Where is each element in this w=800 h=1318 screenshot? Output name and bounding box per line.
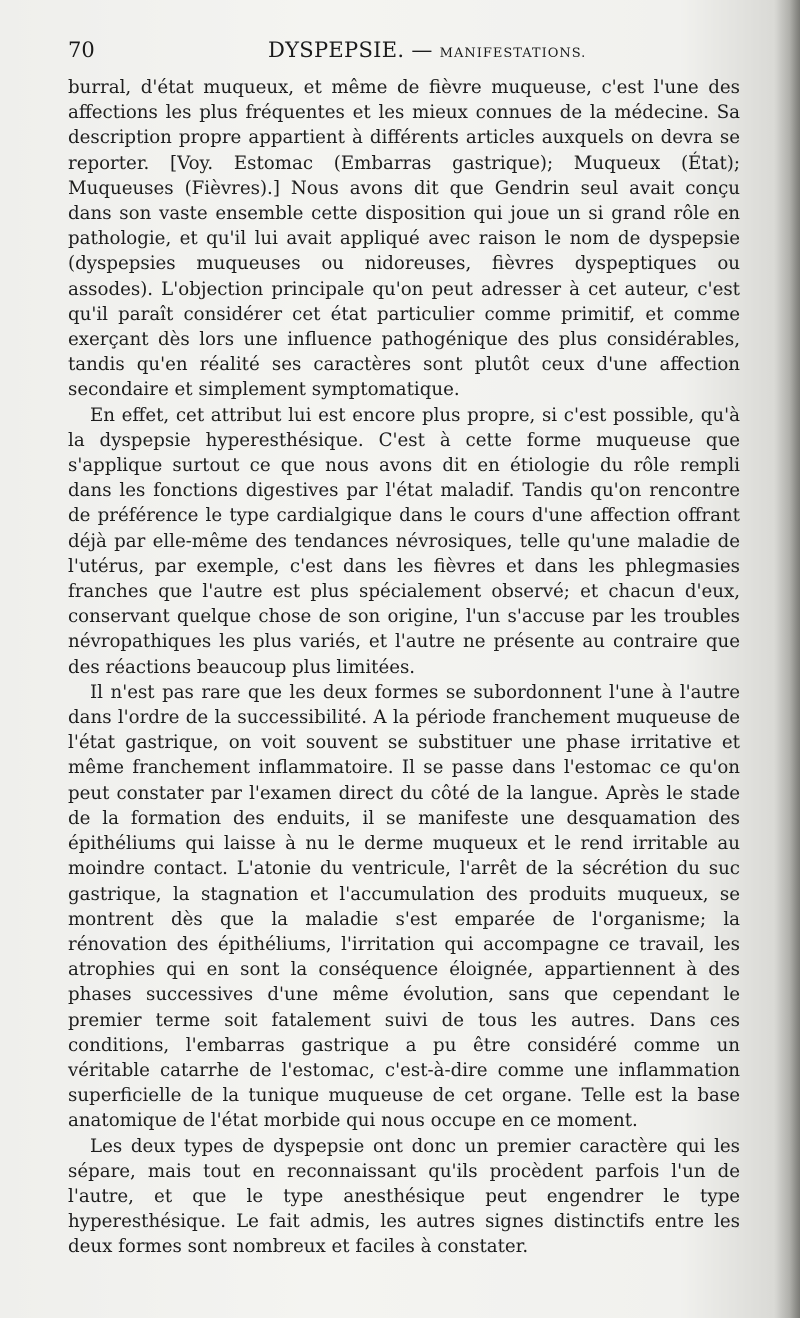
page-number: 70 [68,38,95,62]
body-text [68,75,740,1260]
running-title-main: DYSPEPSIE. [268,38,405,62]
paragraph-3: Il n'est pas rare que les deux formes se subordonnent l'une à l'autre dans l'ordre de la successibilité. A la période franchement muqueuse de l'état gastrique, on voit souvent se substituer une phase irritative et même franchement inflammatoire. Il se passe dans l'estomac ce qu'on peut constater par l'examen direct du côté de la langue. Après le stade de la formation des enduits, il se manifeste une desquamation des épithéliums qui laisse à nu le derme muqueux et le rend irritable au moindre contact. L'atonie du ventricule, l'arrêt de la sécrétion du suc gastrique, la stagnation et l'accumulation des produits muqueux, se montrent dès que la maladie s'est emparée de l'organisme; la rénovation des épithéliums, l'irritation qui accompagne ce travail, les atrophies qui en sont la conséquence éloignée, appartiennent à des phases successives d'une même évolution, sans que cependant le premier terme soit fatalement suivi de tous les autres. Dans ces conditions, l'embarras gastrique a pu être considéré comme un véritable catarrhe de l'estomac, c'est-à-dire comme une inflammation superficielle de la tunique muqueuse de cet organe. Telle est la base anatomique de l'état morbide qui nous occupe en ce moment. [68,681,740,1132]
paragraph-1: burral, d'état muqueux, et même de fièvre muqueuse, c'est l'une des affections les plus fréquentes et les mieux connues de la médecine. Sa description propre appartient à différents articles auxquels on devra se reporter. [Voy. Estomac (Embarras gastrique); Muqueux (État); Muqueuses (Fièvres).] Nous avons dit que Gendrin seul avait conçu dans son vaste ensemble cette disposition qui joue un si grand rôle en pathologie, et qu'il lui avait appliqué avec raison le nom de dyspepsie (dyspepsies muqueuses ou nidoreuses, fièvres dyspeptiques ou assodes). L'objection principale qu'on peut adresser à cet auteur, c'est qu'il paraît considérer cet état particulier comme primitif, et comme exerçant dès lors une influence pathogénique des plus considérables, tandis qu'en réalité ses caractères sont plutôt ceux d'une affection secondaire et simplement symptomatique. [68,77,740,401]
running-header [68,38,740,68]
running-title-dash: — [404,38,440,62]
running-title [268,38,586,62]
running-title-sub: MANIFESTATIONS. [439,46,587,61]
paragraph-2: En effet, cet attribut lui est encore plus propre, si c'est possible, qu'à la dyspepsie hyperesthésique. C'est à cette forme muqueuse que s'applique surtout ce que nous avons dit en étiologie du rôle rempli dans les fonctions digestives par l'état maladif. Tandis qu'on rencontre de préférence le type cardialgique dans le cours d'une affection offrant déjà par elle-même des tendances névrosiques, telle qu'une maladie de l'utérus, par exemple, c'est dans les fièvres et dans les phlegmasies franches que l'autre est plus spécialement observé; et chacun d'eux, conservant quelque chose de son origine, l'un s'accuse par les troubles névropathiques les plus variés, et l'autre ne présente au contraire que des réactions beaucoup plus limitées. [68,404,740,678]
paragraph-4: Les deux types de dyspepsie ont donc un premier caractère qui les sépare, mais tout en reconnaissant qu'ils procèdent parfois l'un de l'autre, et que le type anesthésique peut engendrer le type hyperesthésique. Le fait admis, les autres signes distinctifs entre les deux formes sont nombreux et faciles à constater. [68,1135,740,1258]
page-edge-shadow [774,0,800,1318]
